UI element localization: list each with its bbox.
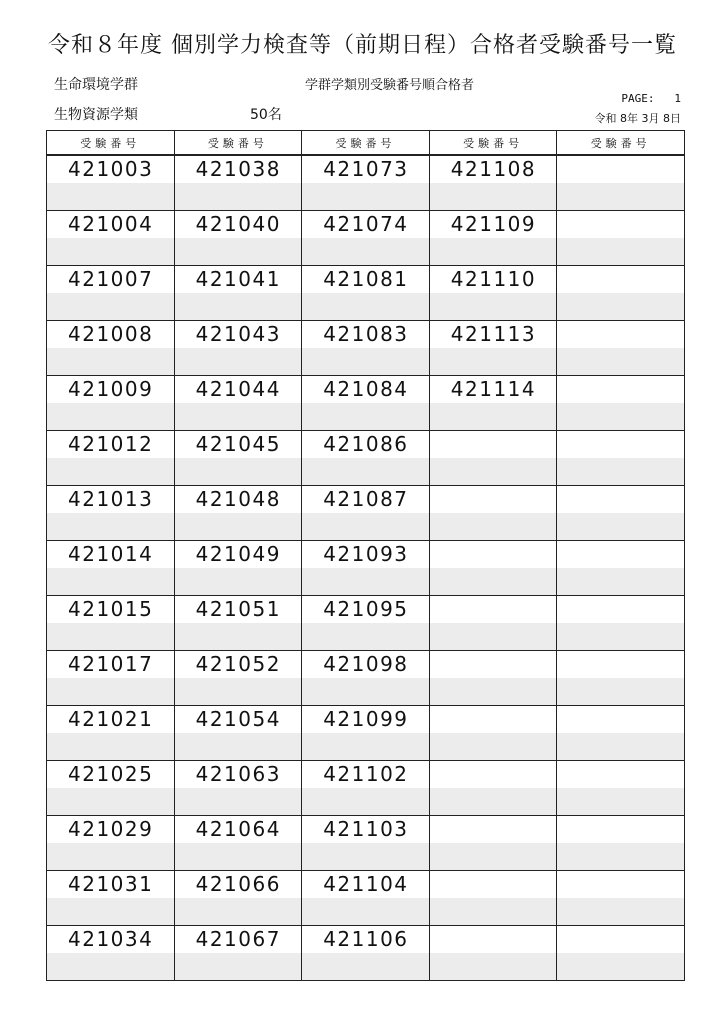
row-shading <box>302 513 429 540</box>
row-shading <box>47 733 174 760</box>
exam-number <box>557 926 684 953</box>
table-cell <box>302 651 430 706</box>
table-cell <box>47 596 175 651</box>
row-shading <box>175 238 302 265</box>
row-shading <box>302 733 429 760</box>
row-shading <box>175 403 302 430</box>
table-cell <box>429 761 557 816</box>
table-cell <box>429 816 557 871</box>
department-name: 生物資源学類 <box>54 107 138 123</box>
row-shading <box>175 898 302 925</box>
table-row <box>47 211 685 266</box>
row-shading <box>430 788 557 815</box>
table-row <box>47 926 685 981</box>
row-shading <box>47 843 174 870</box>
exam-number: 421025 <box>68 762 154 786</box>
table-row <box>47 321 685 376</box>
row-shading <box>557 238 684 265</box>
row-shading <box>302 623 429 650</box>
exam-number: 421074 <box>323 212 409 236</box>
exam-number: 421066 <box>195 872 281 896</box>
table-cell <box>174 816 302 871</box>
table-cell <box>302 486 430 541</box>
table-cell <box>174 321 302 376</box>
exam-number <box>557 266 684 293</box>
exam-number <box>557 706 684 733</box>
table-cell <box>47 651 175 706</box>
row-shading <box>557 293 684 320</box>
row-shading <box>175 348 302 375</box>
exam-number: 421104 <box>323 872 409 896</box>
exam-number <box>557 211 684 238</box>
exam-number: 421041 <box>195 267 281 291</box>
table-cell <box>47 321 175 376</box>
exam-number: 421083 <box>323 322 409 346</box>
row-shading <box>430 348 557 375</box>
table-cell <box>47 926 175 981</box>
row-shading <box>430 898 557 925</box>
exam-number: 421064 <box>195 817 281 841</box>
exam-number: 421009 <box>68 377 154 401</box>
column-header: 受験番号 <box>302 131 430 156</box>
exam-number: 421114 <box>450 377 537 401</box>
column-header: 受験番号 <box>174 131 302 156</box>
row-shading <box>175 183 302 210</box>
table-cell <box>174 651 302 706</box>
table-cell <box>47 706 175 761</box>
page-title: 令和８年度 個別学力検査等（前期日程）合格者受験番号一覧 <box>48 33 677 58</box>
table-cell <box>302 376 430 431</box>
row-shading <box>302 843 429 870</box>
row-shading <box>47 403 174 430</box>
exam-number <box>557 376 684 403</box>
row-shading <box>430 733 557 760</box>
issue-date: 令和 8年 3月 8日 <box>594 112 681 125</box>
exam-number <box>430 431 557 458</box>
table-cell <box>557 596 685 651</box>
table-cell <box>47 871 175 926</box>
table-cell <box>429 431 557 486</box>
passer-count: 50名 <box>250 107 282 123</box>
table-cell <box>557 486 685 541</box>
row-shading <box>430 238 557 265</box>
row-shading <box>175 513 302 540</box>
exam-number <box>557 651 684 678</box>
exam-number <box>430 926 557 953</box>
row-shading <box>302 953 429 980</box>
row-shading <box>47 678 174 705</box>
row-shading <box>47 898 174 925</box>
row-shading <box>430 678 557 705</box>
row-shading <box>557 513 684 540</box>
table-cell <box>174 926 302 981</box>
exam-number <box>557 596 684 623</box>
table-row <box>47 266 685 321</box>
exam-number: 421098 <box>323 652 409 676</box>
exam-number <box>557 486 684 513</box>
table-cell <box>47 211 175 266</box>
row-shading <box>47 953 174 980</box>
exam-number: 421043 <box>195 322 281 346</box>
row-shading <box>175 788 302 815</box>
row-shading <box>175 843 302 870</box>
row-shading <box>302 403 429 430</box>
exam-number <box>557 816 684 843</box>
row-shading <box>430 403 557 430</box>
exam-number: 421063 <box>195 762 281 786</box>
table-cell <box>302 871 430 926</box>
exam-number: 421029 <box>68 817 154 841</box>
row-shading <box>47 513 174 540</box>
row-shading <box>175 953 302 980</box>
table-cell <box>47 266 175 321</box>
exam-number: 421099 <box>323 707 409 731</box>
row-shading <box>430 458 557 485</box>
row-shading <box>175 733 302 760</box>
table-cell <box>557 706 685 761</box>
table-cell <box>429 926 557 981</box>
exam-number: 421102 <box>323 762 409 786</box>
row-shading <box>430 843 557 870</box>
column-header: 受験番号 <box>429 131 557 156</box>
table-cell <box>557 155 685 211</box>
row-shading <box>302 348 429 375</box>
table-cell <box>174 211 302 266</box>
table-cell <box>174 266 302 321</box>
row-shading <box>175 458 302 485</box>
table-cell <box>47 431 175 486</box>
table-cell <box>302 541 430 596</box>
exam-number: 421049 <box>195 542 281 566</box>
table-cell <box>302 211 430 266</box>
row-shading <box>175 293 302 320</box>
exam-number <box>557 871 684 898</box>
row-shading <box>302 678 429 705</box>
exam-number: 421004 <box>68 212 154 236</box>
row-shading <box>47 238 174 265</box>
table-cell <box>557 376 685 431</box>
row-shading <box>430 568 557 595</box>
row-shading <box>302 183 429 210</box>
exam-number: 421087 <box>323 487 409 511</box>
row-shading <box>557 568 684 595</box>
row-shading <box>47 458 174 485</box>
row-shading <box>47 623 174 650</box>
row-shading <box>302 788 429 815</box>
exam-number <box>430 816 557 843</box>
exam-number: 421038 <box>195 157 281 181</box>
row-shading <box>430 293 557 320</box>
table-cell <box>47 376 175 431</box>
exam-number: 421054 <box>195 707 281 731</box>
exam-number: 421014 <box>68 542 154 566</box>
exam-number: 421003 <box>68 157 154 181</box>
exam-number <box>557 431 684 458</box>
table-row <box>47 596 685 651</box>
exam-number: 421015 <box>68 597 154 621</box>
table-cell <box>429 541 557 596</box>
exam-number: 421110 <box>450 267 537 291</box>
exam-number: 421106 <box>323 927 409 951</box>
table-cell <box>302 926 430 981</box>
table-row <box>47 706 685 761</box>
table-row <box>47 431 685 486</box>
exam-number <box>557 321 684 348</box>
row-shading <box>557 403 684 430</box>
exam-number: 421093 <box>323 542 409 566</box>
table-cell <box>429 155 557 211</box>
column-header: 受験番号 <box>47 131 175 156</box>
row-shading <box>557 788 684 815</box>
table-cell <box>429 376 557 431</box>
row-shading <box>557 733 684 760</box>
results-body <box>47 155 685 981</box>
row-shading <box>557 183 684 210</box>
exam-number: 421040 <box>195 212 281 236</box>
table-cell <box>174 706 302 761</box>
exam-number: 421008 <box>68 322 154 346</box>
table-cell <box>174 431 302 486</box>
exam-number: 421067 <box>195 927 281 951</box>
table-cell <box>302 706 430 761</box>
table-cell <box>557 541 685 596</box>
row-shading <box>47 293 174 320</box>
table-cell <box>429 706 557 761</box>
row-shading <box>302 898 429 925</box>
table-cell <box>302 431 430 486</box>
exam-number <box>557 761 684 788</box>
table-cell <box>47 761 175 816</box>
table-cell <box>174 761 302 816</box>
row-shading <box>302 293 429 320</box>
row-shading <box>557 843 684 870</box>
table-cell <box>557 926 685 981</box>
table-row <box>47 155 685 211</box>
exam-number: 421048 <box>195 487 281 511</box>
row-shading <box>557 678 684 705</box>
table-cell <box>557 321 685 376</box>
table-cell <box>302 155 430 211</box>
exam-number: 421084 <box>323 377 409 401</box>
table-cell <box>174 486 302 541</box>
row-shading <box>47 568 174 595</box>
row-shading <box>430 183 557 210</box>
table-cell <box>557 871 685 926</box>
table-cell <box>47 541 175 596</box>
table-cell <box>557 211 685 266</box>
table-cell <box>429 211 557 266</box>
row-shading <box>47 183 174 210</box>
results-table <box>46 130 685 981</box>
row-shading <box>175 568 302 595</box>
row-shading <box>47 788 174 815</box>
exam-number: 421013 <box>68 487 154 511</box>
exam-number: 421081 <box>323 267 409 291</box>
header-row <box>47 131 685 156</box>
table-cell <box>557 651 685 706</box>
exam-number: 421113 <box>450 322 537 346</box>
table-cell <box>174 376 302 431</box>
exam-number: 421045 <box>195 432 281 456</box>
table-cell <box>302 816 430 871</box>
exam-number <box>557 541 684 568</box>
exam-number: 421012 <box>68 432 154 456</box>
table-cell <box>557 816 685 871</box>
table-cell <box>47 816 175 871</box>
exam-number <box>557 156 684 183</box>
exam-number: 421109 <box>450 212 537 236</box>
table-row <box>47 376 685 431</box>
exam-number <box>430 706 557 733</box>
table-cell <box>174 871 302 926</box>
row-shading <box>47 348 174 375</box>
exam-number: 421034 <box>68 927 154 951</box>
exam-number: 421052 <box>195 652 281 676</box>
group-name: 生命環境学群 <box>54 77 138 93</box>
table-cell <box>47 486 175 541</box>
exam-number: 421073 <box>323 157 409 181</box>
row-shading <box>430 953 557 980</box>
table-cell <box>174 541 302 596</box>
row-shading <box>302 458 429 485</box>
table-row <box>47 816 685 871</box>
row-shading <box>302 238 429 265</box>
row-shading <box>557 458 684 485</box>
exam-number: 421007 <box>68 267 154 291</box>
exam-number: 421086 <box>323 432 409 456</box>
table-cell <box>174 155 302 211</box>
exam-number <box>430 651 557 678</box>
row-shading <box>302 568 429 595</box>
exam-number <box>430 761 557 788</box>
exam-number: 421021 <box>68 707 154 731</box>
row-shading <box>557 348 684 375</box>
table-cell <box>302 596 430 651</box>
table-cell <box>302 321 430 376</box>
exam-number: 421108 <box>450 157 537 181</box>
table-cell <box>429 321 557 376</box>
table-row <box>47 541 685 596</box>
table-cell <box>557 266 685 321</box>
table-cell <box>47 155 175 211</box>
table-cell <box>429 871 557 926</box>
row-shading <box>430 513 557 540</box>
exam-number: 421095 <box>323 597 409 621</box>
column-header: 受験番号 <box>557 131 685 156</box>
table-cell <box>429 651 557 706</box>
exam-number: 421051 <box>195 597 281 621</box>
table-row <box>47 871 685 926</box>
list-subtitle: 学群学類別受験番号順合格者 <box>305 78 475 93</box>
exam-number <box>430 486 557 513</box>
table-cell <box>302 761 430 816</box>
row-shading <box>557 898 684 925</box>
exam-number: 421044 <box>195 377 281 401</box>
row-shading <box>175 678 302 705</box>
table-row <box>47 486 685 541</box>
table-cell <box>302 266 430 321</box>
table-cell <box>429 596 557 651</box>
row-shading <box>557 953 684 980</box>
table-row <box>47 761 685 816</box>
row-shading <box>430 623 557 650</box>
exam-number: 421017 <box>68 652 154 676</box>
exam-number <box>430 541 557 568</box>
row-shading <box>557 623 684 650</box>
table-cell <box>429 486 557 541</box>
table-cell <box>557 431 685 486</box>
table-cell <box>429 266 557 321</box>
exam-number: 421103 <box>323 817 409 841</box>
row-shading <box>175 623 302 650</box>
table-cell <box>174 596 302 651</box>
exam-number <box>430 596 557 623</box>
exam-number: 421031 <box>68 872 154 896</box>
page-number: PAGE: 1 <box>621 92 681 105</box>
exam-number <box>430 871 557 898</box>
table-cell <box>557 761 685 816</box>
table-row <box>47 651 685 706</box>
